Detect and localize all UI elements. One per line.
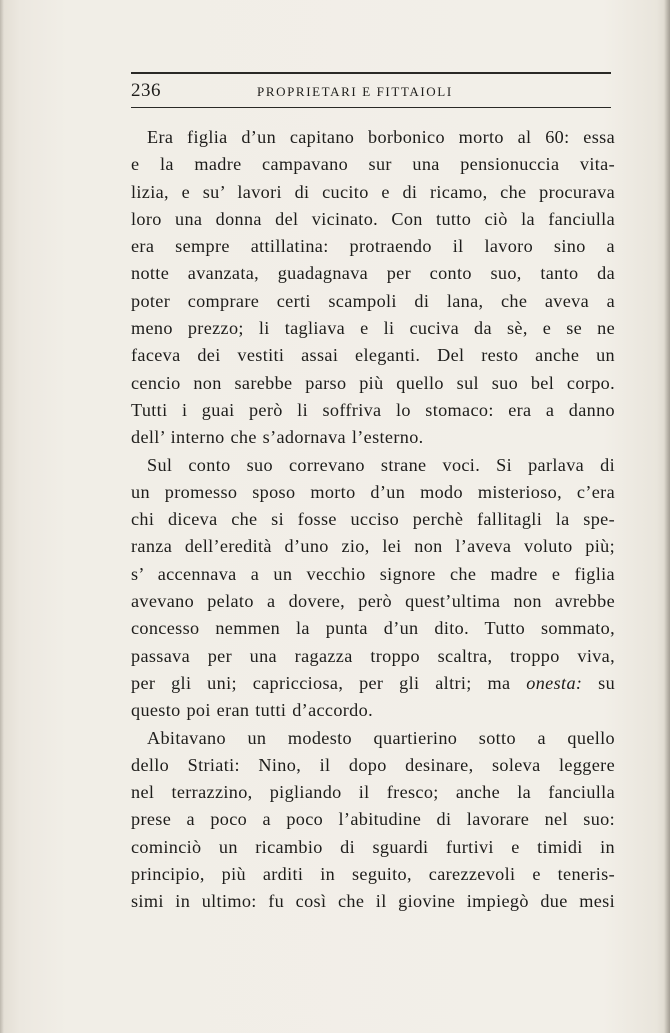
text-line: Tutti i guai però li soffriva lo stomaco: era a danno: [131, 399, 615, 420]
text-line: cencio non sarebbe parso più quello sul suo bel corpo.: [131, 372, 615, 393]
text-line: chi diceva che si fosse ucciso perchè fallitagli la spe-: [131, 509, 615, 530]
text-line: loro una donna del vicinato. Con tutto ciò la fanciulla: [131, 208, 615, 229]
running-title: PROPRIETARI E FITTAIOLI: [257, 84, 453, 99]
text-line: principio, più arditi in seguito, carezzevoli e teneris-: [131, 864, 615, 885]
paragraph-2: [131, 452, 615, 725]
text-line: Era figlia d’un capitano borbonico morto al 60: essa: [147, 127, 615, 147]
text-line: poter comprare certi scampoli di lana, che aveva a: [131, 290, 615, 311]
text-line: ranza dell’eredità d’uno zio, lei non l’aveva voluto più;: [131, 536, 615, 557]
italic-word: onesta:: [526, 672, 583, 693]
text-line: lizia, e su’ lavori di cucito e di ricamo, che procurava: [131, 181, 615, 202]
text-segment: per gli uni; capricciosa, per gli altri; ma: [131, 672, 511, 693]
text-line: dello Striati: Nino, il dopo desinare, soleva leggere: [131, 754, 615, 775]
text-line: Abitavano un modesto quartierino sotto a quello: [147, 727, 615, 748]
text-line: concesso nemmen la punta d’un dito. Tutto sommato,: [131, 618, 615, 639]
text-line: meno prezzo; li tagliava e li cuciva da sè, e se ne: [131, 318, 615, 339]
paragraph-3: [131, 725, 615, 916]
text-line: un promesso sposo morto d’un modo misterioso, c’era: [131, 481, 615, 502]
text-line: era sempre attillatina: protraendo il lavoro sino a: [131, 236, 615, 257]
text-line: faceva dei vestiti assai eleganti. Del resto anche un: [131, 345, 615, 366]
header-top-rule: [131, 72, 611, 74]
text-line: Sul conto suo correvano strane voci. Si parlava di: [147, 454, 615, 475]
body-text: [131, 124, 615, 916]
text-line: nel terrazzino, pigliando il fresco; anche la fanciulla: [131, 782, 615, 803]
text-line: avevano pelato a dovere, però quest’ultima non avrebbe: [131, 591, 615, 612]
text-line: s’ accennava a un vecchio signore che madre e figlia: [131, 563, 615, 584]
text-line: simi in ultimo: fu così che il giovine impiegò due mesi: [131, 891, 615, 912]
text-line-with-italic: [131, 670, 615, 697]
page-number: 236: [131, 80, 161, 101]
running-header: [131, 77, 611, 105]
text-line: dell’ interno che s’adornava l’esterno.: [131, 427, 424, 448]
paragraph-1: [131, 124, 615, 452]
header-bottom-rule: [131, 107, 611, 108]
text-line: passava per una ragazza troppo scaltra, troppo viva,: [131, 645, 615, 666]
page-spine-shadow: [664, 0, 670, 1033]
text-segment: su: [598, 672, 616, 693]
text-line: cominciò un ricambio di sguardi furtivi e timidi in: [131, 836, 615, 857]
text-line: questo poi eran tutti d’accordo.: [131, 700, 373, 721]
text-line: notte avanzata, guadagnava per conto suo, tanto da: [131, 263, 615, 284]
page-left-edge-shadow: [0, 0, 4, 1033]
text-line: e la madre campavano sur una pensionuccia vita-: [131, 154, 615, 175]
text-line: prese a poco a poco l’abitudine di lavorare nel suo:: [131, 809, 615, 830]
